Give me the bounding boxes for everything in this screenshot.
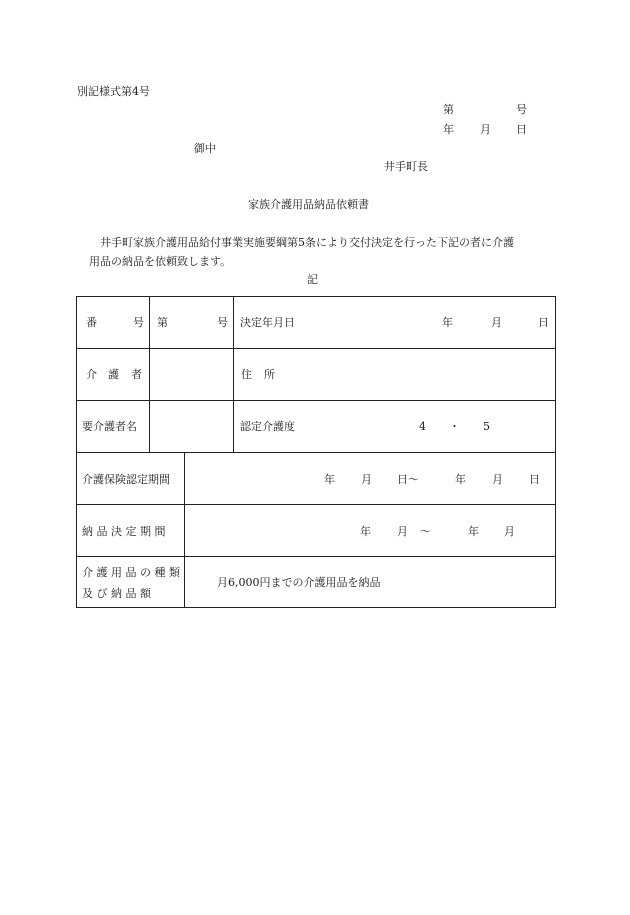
insurance-start-year: 年 (324, 473, 335, 486)
date-day: 日 (516, 123, 527, 136)
care-level-5: 5 (483, 420, 490, 433)
table-border-left (76, 296, 77, 608)
decision-month: 月 (491, 316, 502, 329)
address-label-a: 住 (241, 368, 252, 381)
row2-label-b: 護 (108, 368, 119, 381)
delivery-end-year: 年 (468, 525, 479, 538)
table-row-divider (76, 556, 556, 557)
item-type-label-line2: 及 び 納 品 額 (82, 587, 151, 600)
body-text-line2: 用品の納品を依頼致します。 (89, 255, 232, 268)
table-row-divider (76, 348, 556, 349)
doc-number-dai: 第 (443, 103, 454, 116)
row1-label-b: 号 (133, 316, 144, 329)
insurance-end-month: 月 (492, 473, 503, 486)
body-text-line1: 井手町家族介護用品給付事業実施要綱第5条により交付決定を行った下記の者に介護 (100, 236, 514, 249)
sender-name: 井手町長 (384, 160, 428, 173)
row1-number-go: 号 (217, 316, 228, 329)
form-number: 別記様式第4号 (77, 85, 150, 98)
table-border-right (555, 296, 556, 608)
insurance-start-month: 月 (361, 473, 372, 486)
item-type-label-line1: 介 護 用 品 の 種 類 (82, 566, 180, 579)
decision-year: 年 (442, 316, 453, 329)
insurance-end-day: 日 (529, 473, 540, 486)
doc-number-go: 号 (516, 103, 527, 116)
decision-day: 日 (538, 316, 549, 329)
table-row-divider (76, 400, 556, 401)
care-recipient-name-label: 要介護者名 (82, 420, 137, 433)
insurance-end-year: 年 (455, 473, 466, 486)
addressee-suffix: 御中 (194, 142, 216, 155)
row1-label-a: 番 (86, 316, 97, 329)
table-col-divider (184, 452, 185, 608)
delivery-end-month: 月 (504, 525, 515, 538)
table-border-top (76, 296, 556, 297)
document-title: 家族介護用品納品依頼書 (248, 198, 369, 211)
insurance-period-label: 介護保険認定期間 (82, 473, 170, 486)
row2-label-a: 介 (86, 368, 97, 381)
ki-heading: 記 (307, 273, 318, 286)
address-label-b: 所 (264, 368, 275, 381)
delivery-tilde: 〜 (420, 525, 431, 538)
date-year: 年 (443, 123, 454, 136)
request-table (76, 296, 556, 608)
row2-label-c: 者 (131, 368, 142, 381)
table-row-divider (76, 504, 556, 505)
care-level-4: 4 (419, 420, 426, 433)
date-month: 月 (480, 123, 491, 136)
delivery-period-label: 納 品 決 定 期 間 (82, 525, 166, 538)
table-col-divider (233, 296, 234, 453)
decision-date-label: 決定年月日 (240, 316, 295, 329)
care-level-dot: ・ (449, 420, 460, 433)
care-level-label: 認定介護度 (240, 420, 295, 433)
table-col-divider (149, 296, 150, 453)
insurance-start-day: 日〜 (397, 473, 419, 486)
delivery-start-year: 年 (360, 525, 371, 538)
table-border-bottom (76, 607, 556, 608)
item-type-value: 月6,000円までの介護用品を納品 (217, 576, 381, 589)
table-row-divider (76, 452, 556, 453)
delivery-start-month: 月 (397, 525, 408, 538)
row1-number-dai: 第 (157, 316, 168, 329)
